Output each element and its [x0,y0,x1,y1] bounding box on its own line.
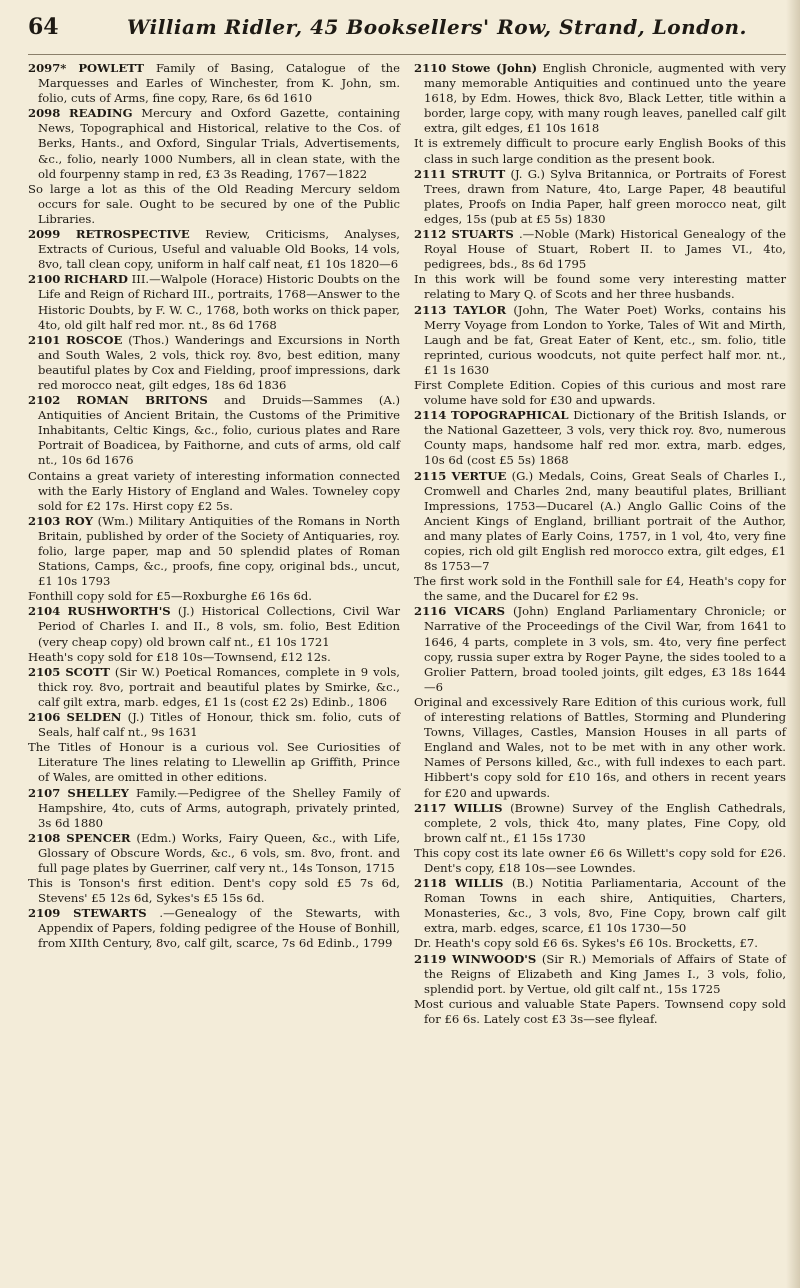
entry-heading: WINWOOD'S [451,951,537,966]
lot-number: 2108 [28,830,61,845]
entry-text: Dictionary of the British Islands, or the National Gazetteer, 3 vols, very thick roy. 8vo, numerous County maps, handsome half red mor. extra, marb. edges, 10s 6d (cost £5 5s) 1868 [424,408,787,468]
entry-text: .—Genealogy of the Stewarts, with Appendix of Papers, folding pedigree of the House of Bonhill, from XIIth Century, 8vo, calf gilt, scarce, 7s 6d Edinb., 1799 [38,906,401,951]
entry-text: Mercury and Oxford Gazette, containing News, Topographical and Historical, relative to the Cos. of Berks, Hants., and Oxford, Singular Trials, Advertisements, &c., folio, nearly 1000 Numbers, all in clean state, with the old fourpenny stamp in red, £3 3s Reading, 1767—1822 [38,106,401,181]
lot-number: 2109 [28,906,61,921]
lot-number: 2106 [28,710,61,725]
entry-text: Family of Basing, Catalogue of the Marquesses and Earles of Winchester, from K. John, sm. folio, cuts of Arms, fine copy, Rare, 6s 6d 1610 [38,61,400,106]
entry-text: .—Noble (Mark) Historical Genealogy of the Royal House of Stuart, Robert II. to James VI., 4to, pedigrees, bds., 8s 6d 1795 [424,227,787,272]
entry-text: (Sir W.) Poetical Romances, complete in 9 vols, thick roy. 8vo, portrait and beautiful plates by Smirke, &c., calf gilt extra, marb. edges, £1 1s (cost £2 2s) Edinb., 1806 [38,664,400,709]
entry-text: (Browne) Survey of the English Cathedrals, complete, 2 vols, thick 4to, many plates, Fine Copy, old brown calf nt., £1 15s 1730 [424,800,786,845]
entry-heading: POWLETT [78,61,144,75]
entry-text: Dr. Heath's copy sold £6 6s. Sykes's £6 10s. Brocketts, £7. [414,936,758,951]
entry-heading: RETROSPECTIVE [75,227,190,242]
entry-heading: ROY [64,513,93,528]
catalogue-entry [414,952,786,997]
entry-heading: TAYLOR [453,302,507,317]
entry-text: Family.—Pedigree of the Shelley Family of Hampshire, 4to, cuts of Arms, autograph, privately printed, 3s 6d 1880 [38,785,400,830]
entry-note [28,650,400,665]
catalogue-entry [414,408,786,468]
entry-text: (J. G.) Sylva Britannica, or Portraits of Forest Trees, drawn from Nature, 4to, Large Paper, 48 beautiful plates, Proofs on India Paper, half green morocco neat, gilt edges, 15s (pub at £5 5s) 1830 [424,166,787,226]
left-column [28,61,400,1027]
catalogue-entry [28,604,400,649]
entry-heading: Stowe (John) [451,61,538,75]
entry-text: (John) England Parliamentary Chronicle; or Narrative of the Proceedings of the Civil War, from 1641 to 1646, 4 parts, complete in 3 vols, sm. 4to, very fine perfect copy, russia super extra by Roger Payne, the sides tooled to a Grolier Pattern, broad tooled joints, gilt edges, £3 18s 1644—6 [424,604,787,694]
entry-note [414,997,786,1027]
entry-note [414,272,786,302]
catalogue-entry [414,801,786,846]
lot-number: 2100 [28,272,61,287]
lot-number: 2104 [28,604,61,619]
entry-note [28,469,400,514]
right-column [414,61,786,1027]
page-number: 64 [28,14,59,40]
entry-text: The Titles of Honour is a curious vol. See Curiosities of Literature The lines relating to Llewellin ap Griffith, Prince of Wales, are omitted in other editions. [28,740,400,785]
entry-note [28,876,400,906]
entry-heading: TOPOGRAPHICAL [450,408,569,423]
entry-note [28,182,400,227]
entry-heading: SCOTT [65,664,110,679]
entry-text: and Druids—Sammes (A.) Antiquities of Ancient Britain, the Customs of the Primitive Inhabitants, Celtic Kings, &c., folio, curious plates and Rare Portrait of Boadicea, by Faithorne, and cuts of arms, old calf nt., 10s 6d 1676 [38,393,401,468]
catalogue-entry [414,61,786,136]
catalogue-entry [28,61,400,106]
lot-number: 2110 [414,61,447,75]
entry-text: (J.) Titles of Honour, thick sm. folio, cuts of Seals, half calf nt., 9s 1631 [38,710,401,740]
lot-number: 2101 [28,332,61,347]
entry-text: Review, Criticisms, Analyses, Extracts of Curious, Useful and valuable Old Books, 14 vols, 8vo, tall clean copy, uniform in half calf neat, £1 10s 1820—6 [38,227,400,272]
entry-text: Original and excessively Rare Edition of this curious work, full of interesting relations of Battles, Storming and Plundering Towns, Villages, Castles, Mansion Houses in all parts of England and Wales, not to be met with in any other work. Names of Persons killed, &c., with full indexes to each part. Hibbert's copy sold for £10 16s, and others in recent years for £20 and upwards. [414,694,786,800]
entry-text: Heath's copy sold for £18 10s—Townsend, £12 12s. [28,649,331,664]
entry-heading: VICARS [454,604,505,619]
catalogue-entry [414,167,786,227]
entry-note [414,936,786,951]
running-title: William Ridler, 45 Booksellers' Row, Strand, London. [126,15,747,39]
lot-number: 2102 [28,393,61,408]
lot-number: 2111 [414,166,447,181]
entry-note [414,846,786,876]
catalogue-entry [28,831,400,876]
entry-text: This copy cost its late owner £6 6s Willett's copy sold for £26. Dent's copy, £18 10s—see Lowndes. [414,845,786,875]
entry-text: (G.) Medals, Coins, Great Seals of Charles I., Cromwell and Charles 2nd, many beautiful plates, Brilliant Impressions, 1753—Ducarel (A.) Anglo Gallic Coins of the Ancient Kings of England, brilliant portrait of the Author, and many plates of Early Coins, 1757, in 1 vol, 4to, very fine copies, rich old gilt English red morocco extra, gilt edges, £1 8s 1753—7 [424,468,786,574]
catalogue-entry [28,710,400,740]
entry-text: (Thos.) Wanderings and Excursions in North and South Wales, 2 vols, thick roy. 8vo, best edition, many beautiful plates by Cox and Fielding, proof impressions, dark red morocco neat, gilt edges, 18s 6d 1836 [38,332,401,392]
entry-heading: STRUTT [451,166,506,181]
entry-note [414,574,786,604]
lot-number: 2116 [414,604,447,619]
entry-text: First Complete Edition. Copies of this curious and most rare volume have sold for £30 and upwards. [414,377,786,408]
catalogue-entry [414,303,786,378]
catalogue-entry [28,333,400,393]
entry-heading: SELDEN [66,710,122,725]
entry-text: English Chronicle, augmented with very many memorable Antiquities and continued unto the yeare 1618, by Edm. Howes, thick 8vo, Black Letter, title within a border, large copy, with many rough leaves, panelled calf gilt extra, gilt edges, £1 10s 1618 [424,61,787,136]
entry-note [414,378,786,408]
entry-note [28,589,400,604]
catalogue-entry [28,106,400,181]
catalogue-entry [28,393,400,468]
lot-number: 2112 [414,227,447,242]
entry-text: (Edm.) Works, Fairy Queen, &c., with Life, Glossary of Obscure Words, &c., 6 vols, sm. 8vo, front. and full page plates by Guerriner, calf very nt., 14s Tonson, 1715 [38,830,401,875]
lot-number: 2103 [28,513,61,528]
entry-heading: SHELLEY [67,785,129,800]
entry-text: So large a lot as this of the Old Reading Mercury seldom occurs for sale. Ought to be secured by one of the Public Libraries. [28,181,400,226]
entry-heading: WILLIS [453,800,503,815]
entry-heading: STEWARTS [73,906,147,921]
page-header [28,14,786,55]
entry-text: (B.) Notitia Parliamentaria, Account of the Roman Towns in each shire, Antiquities, Charters, Monasteries, &c., 3 vols, 8vo, Fine Copy, brown calf gilt extra, marb. edges, scarce, £1 10s 1730—50 [424,876,786,936]
columns [28,61,786,1027]
lot-number: 2118 [414,876,447,891]
entry-heading: ROMAN BRITONS [76,393,208,408]
lot-number: 2099 [28,227,61,242]
lot-number: 2117 [414,800,447,815]
entry-text: In this work will be found some very interesting matter relating to Mary Q. of Scots and her three husbands. [414,272,786,302]
catalogue-entry [28,272,400,332]
lot-number: 2097* [28,61,67,75]
lot-number: 2098 [28,106,61,121]
entry-text: (Sir R.) Memorials of Affairs of State of the Reigns of Elizabeth and King James I., 3 vols, folio, splendid port. by Vertue, old gilt calf nt., 15s 1725 [424,951,787,996]
catalogue-entry [28,786,400,831]
entry-text: Most curious and valuable State Papers. Townsend copy sold for £6 6s. Lately cost £3 3s—see flyleaf. [414,996,786,1026]
catalogue-entry [28,514,400,589]
catalogue-entry [414,876,786,936]
lot-number: 2115 [414,468,447,483]
entry-heading: READING [69,106,133,121]
lot-number: 2107 [28,785,61,800]
catalogue-entry [28,227,400,272]
entry-heading: RICHARD [64,272,128,287]
entry-text: (J.) Historical Collections, Civil War Period of Charles I. and II., 8 vols, sm. folio, Best Edition (very cheap copy) old brown calf nt., £1 10s 1721 [38,604,401,649]
entry-heading: WILLIS [454,876,504,891]
entry-text: This is Tonson's first edition. Dent's copy sold £5 7s 6d, Stevens' £5 12s 6d, Sykes's £5 15s 6d. [28,876,400,906]
entry-text: (Wm.) Military Antiquities of the Romans in North Britain, published by order of the Society of Antiquaries, roy. folio, large paper, map and 50 splendid plates of Roman Stations, Camps, &c., proofs, fine copy, original bds., uncut, £1 10s 1793 [38,513,400,589]
entry-heading: SPENCER [66,830,131,845]
entry-text: Fonthill copy sold for £5—Roxburghe £6 16s 6d. [28,589,312,604]
catalogue-entry [28,906,400,951]
entry-heading: ROSCOE [66,332,123,347]
entry-text: (John, The Water Poet) Works, contains his Merry Voyage from London to Yorke, Tales of Wit and Mirth, Laugh and be fat, Great Eater of Kent, etc., sm. folio, title reprinted, curious woodcuts, not quite perfect half mor. nt., £1 1s 1630 [424,302,786,377]
catalogue-entry [28,665,400,710]
page-edge-shadow [786,0,800,1288]
entry-heading: STUARTS [451,227,514,242]
entry-text: III.—Walpole (Horace) Historic Doubts on the Life and Reign of Richard III., portraits, 1768—Answer to the Historic Doubts, by F. W. C., 1768, both works on thick paper, 4to, old gilt half red mor. nt., 8s 6d 1768 [38,272,401,332]
entry-heading: VERTUE [451,468,507,483]
entry-text: The first work sold in the Fonthill sale for £4, Heath's copy for the same, and the Ducarel for £2 9s. [414,574,786,604]
entry-heading: RUSHWORTH'S [67,604,171,619]
entry-note [414,695,786,801]
entry-text: Contains a great variety of interesting information connected with the Early History of England and Wales. Towneley copy sold for £2 17s. Hirst copy £2 5s. [28,468,400,513]
lot-number: 2119 [414,951,447,966]
catalogue-entry [414,227,786,272]
lot-number: 2113 [414,302,447,317]
entry-note [414,136,786,166]
lot-number: 2114 [414,408,447,423]
entry-text: It is extremely difficult to procure early English Books of this class in such large condition as the present book. [414,136,786,166]
catalogue-entry [414,469,786,575]
entry-note [28,740,400,785]
catalogue-entry [414,604,786,695]
lot-number: 2105 [28,664,61,679]
